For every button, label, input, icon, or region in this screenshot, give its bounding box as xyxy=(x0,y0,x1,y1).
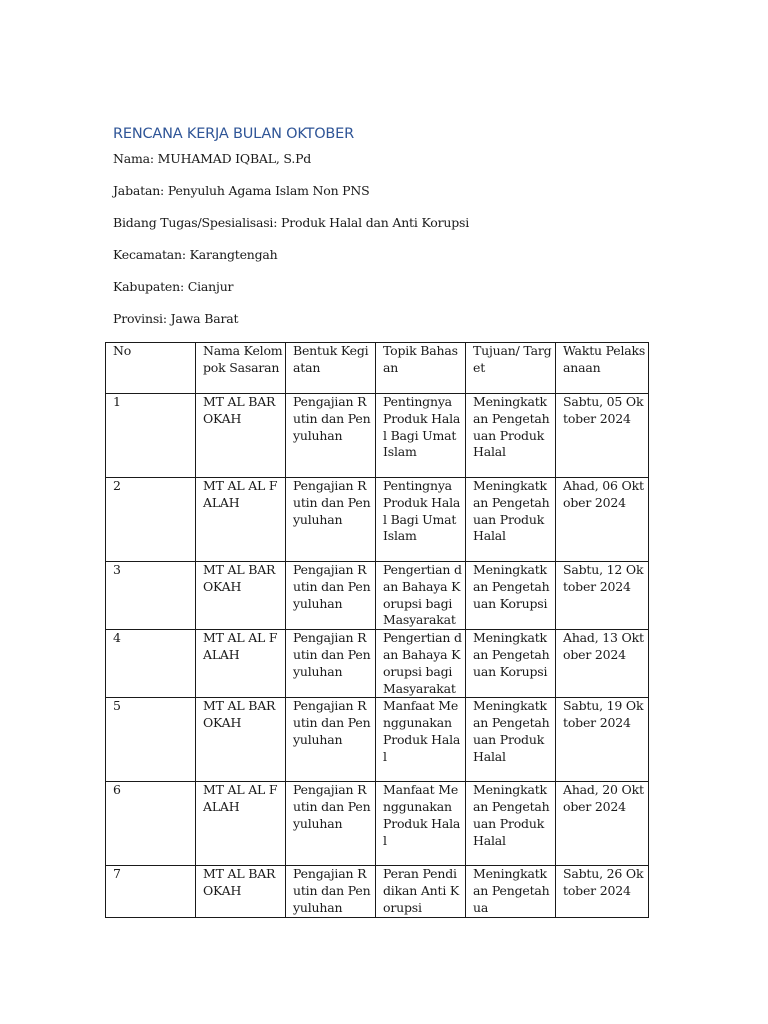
header-bentuk-kegiatan: Bentuk Kegiatan xyxy=(286,343,376,394)
cell-kelompok-sasaran: MT AL BAROKAH xyxy=(196,866,286,917)
cell-bentuk-kegiatan: Pengajian Rutin dan Penyuluhan xyxy=(286,866,376,917)
table-row xyxy=(106,562,649,630)
header-kelompok-sasaran: Nama Kelompok Sasaran xyxy=(196,343,286,394)
table-header-row xyxy=(106,343,649,394)
cell-no: 5 xyxy=(106,698,196,782)
cell-waktu-pelaksanaan: Sabtu, 05 Oktober 2024 xyxy=(556,394,649,478)
info-provinsi: Provinsi: Jawa Barat xyxy=(113,311,239,326)
cell-no: 6 xyxy=(106,782,196,866)
cell-kelompok-sasaran: MT AL BAROKAH xyxy=(196,562,286,630)
cell-tujuan-target: Meningkatkan Pengetahuan Produk Halal xyxy=(466,478,556,562)
cell-topik-bahasan: Pentingnya Produk Halal Bagi Umat Islam xyxy=(376,478,466,562)
info-jabatan: Jabatan: Penyuluh Agama Islam Non PNS xyxy=(113,183,370,198)
cell-no: 3 xyxy=(106,562,196,630)
cell-topik-bahasan: Manfaat Menggunakan Produk Halal xyxy=(376,698,466,782)
cell-tujuan-target: Meningkatkan Pengetahuan Produk Halal xyxy=(466,782,556,866)
cell-topik-bahasan: Peran Pendidikan Anti Korupsi xyxy=(376,866,466,917)
cell-bentuk-kegiatan: Pengajian Rutin dan Penyuluhan xyxy=(286,478,376,562)
cell-kelompok-sasaran: MT AL BAROKAH xyxy=(196,698,286,782)
cell-waktu-pelaksanaan: Sabtu, 19 Oktober 2024 xyxy=(556,698,649,782)
cell-kelompok-sasaran: MT AL AL FALAH xyxy=(196,478,286,562)
header-no: No xyxy=(106,343,196,394)
cell-no: 2 xyxy=(106,478,196,562)
cell-kelompok-sasaran: MT AL AL FALAH xyxy=(196,782,286,866)
info-bidang-tugas: Bidang Tugas/Spesialisasi: Produk Halal dan Anti Korupsi xyxy=(113,215,470,230)
cell-tujuan-target: Meningkatkan Pengetahua xyxy=(466,866,556,917)
table-row xyxy=(106,698,649,782)
cell-no: 4 xyxy=(106,630,196,698)
cell-waktu-pelaksanaan: Sabtu, 12 Oktober 2024 xyxy=(556,562,649,630)
table-row xyxy=(106,782,649,866)
document-title: RENCANA KERJA BULAN OKTOBER xyxy=(113,126,354,142)
cell-bentuk-kegiatan: Pengajian Rutin dan Penyuluhan xyxy=(286,562,376,630)
table-row xyxy=(106,394,649,478)
table-row xyxy=(106,478,649,562)
table-row xyxy=(106,866,649,917)
cell-no: 7 xyxy=(106,866,196,917)
work-plan-table xyxy=(105,342,649,918)
cell-kelompok-sasaran: MT AL AL FALAH xyxy=(196,630,286,698)
cell-tujuan-target: Meningkatkan Pengetahuan Korupsi xyxy=(466,630,556,698)
header-topik-bahasan: Topik Bahasan xyxy=(376,343,466,394)
header-waktu-pelaksanaan: Waktu Pelaksanaan xyxy=(556,343,649,394)
cell-kelompok-sasaran: MT AL BAROKAH xyxy=(196,394,286,478)
cell-waktu-pelaksanaan: Ahad, 06 Oktober 2024 xyxy=(556,478,649,562)
info-kecamatan: Kecamatan: Karangtengah xyxy=(113,247,278,262)
cell-bentuk-kegiatan: Pengajian Rutin dan Penyuluhan xyxy=(286,782,376,866)
cell-tujuan-target: Meningkatkan Pengetahuan Korupsi xyxy=(466,562,556,630)
cell-bentuk-kegiatan: Pengajian Rutin dan Penyuluhan xyxy=(286,698,376,782)
cell-topik-bahasan: Pengertian dan Bahaya Korupsi bagi Masyarakat xyxy=(376,630,466,698)
info-nama: Nama: MUHAMAD IQBAL, S.Pd xyxy=(113,151,312,166)
cell-waktu-pelaksanaan: Ahad, 20 Oktober 2024 xyxy=(556,782,649,866)
cell-topik-bahasan: Manfaat Menggunakan Produk Halal xyxy=(376,782,466,866)
cell-tujuan-target: Meningkatkan Pengetahuan Produk Halal xyxy=(466,394,556,478)
cell-no: 1 xyxy=(106,394,196,478)
cell-bentuk-kegiatan: Pengajian Rutin dan Penyuluhan xyxy=(286,630,376,698)
cell-bentuk-kegiatan: Pengajian Rutin dan Penyuluhan xyxy=(286,394,376,478)
cell-waktu-pelaksanaan: Sabtu, 26 Oktober 2024 xyxy=(556,866,649,917)
cell-tujuan-target: Meningkatkan Pengetahuan Produk Halal xyxy=(466,698,556,782)
cell-waktu-pelaksanaan: Ahad, 13 Oktober 2024 xyxy=(556,630,649,698)
cell-topik-bahasan: Pengertian dan Bahaya Korupsi bagi Masyarakat xyxy=(376,562,466,630)
info-kabupaten: Kabupaten: Cianjur xyxy=(113,279,234,294)
cell-topik-bahasan: Pentingnya Produk Halal Bagi Umat Islam xyxy=(376,394,466,478)
header-tujuan-target: Tujuan/ Target xyxy=(466,343,556,394)
table-row xyxy=(106,630,649,698)
